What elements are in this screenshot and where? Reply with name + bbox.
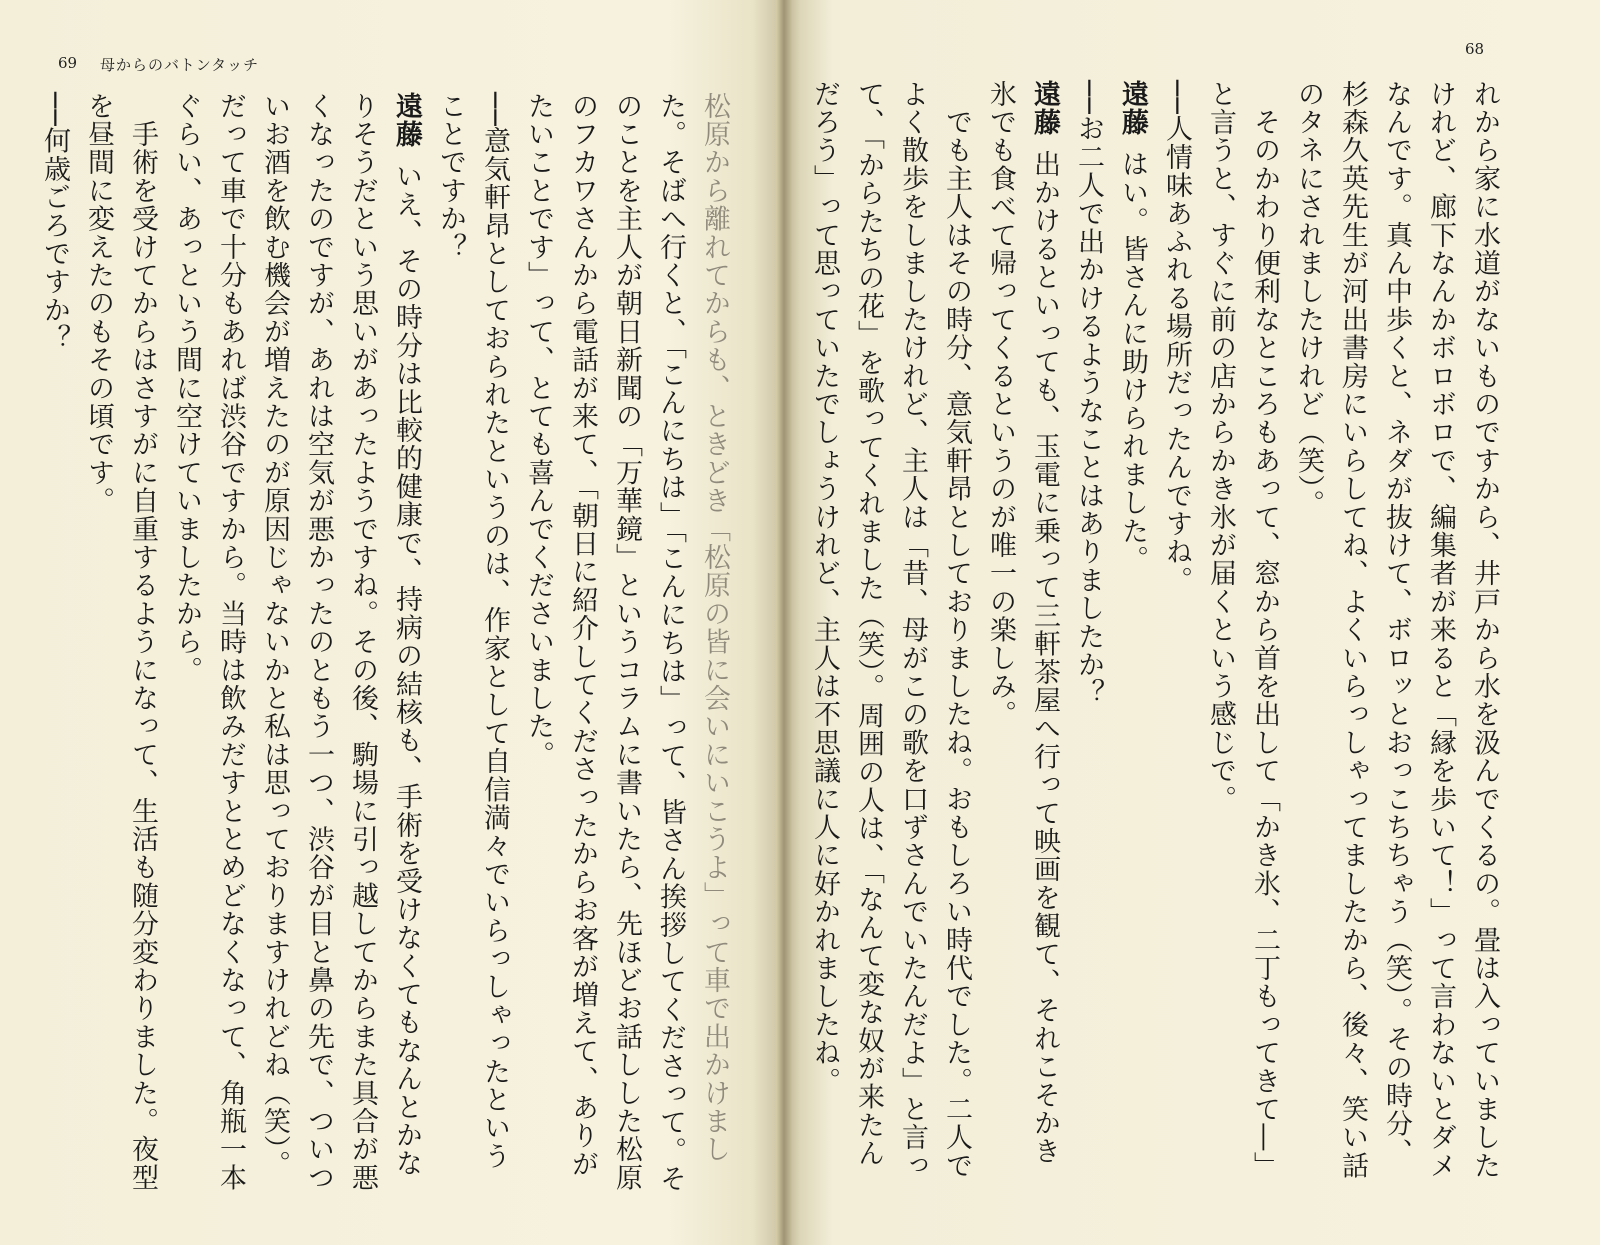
line-text: 出かけるといっても、玉電に乗って三軒茶屋へ行って映画を観て、それこそかき [1029, 150, 1060, 1166]
right-body-text [806, 80, 1506, 1200]
text-line [692, 92, 736, 1202]
running-title: 母からのバトンタッチ [100, 56, 260, 74]
line-text: いえ、その時分は比較的健康で、持病の結核も、手術を受けなくてもなんとかな [391, 162, 422, 1178]
text-line [208, 92, 252, 1202]
speaker-label: 遠藤 [1029, 80, 1060, 137]
line-text: のタネにされましたけれど（笑）。 [1293, 80, 1324, 518]
line-text: でも主人はその時分、意気軒昂としておりましたね。おもしろい時代でした。二人で [941, 80, 972, 1180]
line-text: ぐらい、あっという間に空けていましたから。 [171, 92, 202, 685]
line-text: くなったのですが、あれは空気が悪かったのともう一つ、渋谷が目と鼻の先で、ついつ [303, 92, 334, 1192]
line-text: ──何歳ごろですか？ [39, 92, 70, 353]
text-line [978, 80, 1022, 1200]
line-text: ことですか？ [435, 92, 466, 262]
line-text: 杉森久英先生が河出書房にいらしてね、よくいらっしゃってましたから、後々、笑い話 [1337, 80, 1368, 1180]
line-text: た。そばへ行くと、「こんにちは」「こんにちは」って、皆さん挨拶してくださって。そ [655, 92, 686, 1193]
line-text: けれど、廊下なんかボロボロで、編集者が来ると「縁を歩いて！」って言わないとダメ [1425, 80, 1456, 1180]
line-text: だって車で十分もあれば渋谷ですから。当時は飲みだすととめどなくなって、角瓶一本 [215, 92, 246, 1192]
line-text: ──意気軒昂としておられたというのは、作家として自信満々でいらっしゃったという [479, 92, 510, 1171]
page-number-right: 68 [1465, 40, 1485, 58]
line-text: よく散歩をしましたけれど、主人は「昔、母がこの歌を口ずさんでいたんだよ」と言っ [897, 80, 928, 1180]
text-line [890, 80, 934, 1200]
text-line [252, 92, 296, 1202]
book-gutter [776, 0, 792, 1245]
text-line [1286, 80, 1330, 1200]
line-text: て、「からたちの花」を歌ってくれました（笑）。周囲の人は、「なんて変な奴が来たん [853, 80, 884, 1168]
text-line [1374, 80, 1418, 1200]
text-line [384, 92, 428, 1202]
line-text: と言うと、すぐに前の店からかき氷が届くという感じで。 [1205, 80, 1236, 814]
right-page [784, 0, 1600, 1245]
line-text: いお酒を飲む機会が増えたのが原因じゃないかと私は思っておりますけれどね（笑）。 [259, 92, 290, 1179]
text-line [846, 80, 890, 1200]
text-line [1066, 80, 1110, 1200]
text-line [472, 92, 516, 1202]
text-line [1110, 80, 1154, 1200]
line-text: れから家に水道がないものですから、井戸から水を汲んでくるの。畳は入っていました [1469, 80, 1500, 1180]
text-line [934, 80, 978, 1200]
line-text: ──お二人で出かけるようなことはありましたか？ [1073, 80, 1104, 708]
line-text: なんです。真ん中歩くと、ネダが抜けて、ボロッとおっこちちゃう（笑）。その時分、 [1381, 80, 1412, 1167]
text-line [1022, 80, 1066, 1200]
text-line [428, 92, 472, 1202]
page-number-left: 69 [58, 54, 78, 72]
text-line [340, 92, 384, 1202]
text-line [648, 92, 692, 1202]
line-text: ──人情味あふれる場所だったんですね。 [1161, 80, 1192, 595]
text-line [164, 92, 208, 1202]
text-line [1330, 80, 1374, 1200]
text-line [1154, 80, 1198, 1200]
text-line [1462, 80, 1506, 1200]
line-text: 手術を受けてからはさすがに自重するようになって、生活も随分変わりました。夜型 [127, 92, 158, 1192]
text-line [1198, 80, 1242, 1200]
speaker-label: 遠藤 [391, 92, 422, 149]
line-text: 松原から離れてからも、ときどき「松原の皆に会いにいこうよ」って車で出かけまし [699, 92, 730, 1164]
text-line [120, 92, 164, 1202]
left-body-text [39, 92, 736, 1202]
text-line [76, 92, 120, 1202]
line-text: のフカワさんから電話が来て、「朝日に紹介してくださったからお客が増えて、ありが [567, 92, 598, 1179]
text-line [32, 92, 76, 1202]
text-line [604, 92, 648, 1202]
line-text: そのかわり便利なところもあって、窓から首を出して「かき氷、二丁もってきて―」 [1249, 80, 1280, 1180]
line-text: のことを主人が朝日新聞の「万華鏡」というコラムに書いたら、先ほどお話しした松原 [611, 92, 642, 1192]
text-line [802, 80, 846, 1200]
line-text: たいことです」って、とても喜んでくださいました。 [523, 92, 554, 769]
text-line [560, 92, 604, 1202]
text-line [1418, 80, 1462, 1200]
line-text: を昼間に変えたのもその頃です。 [83, 92, 114, 515]
text-line [516, 92, 560, 1202]
line-text: はい。皆さんに助けられました。 [1117, 150, 1148, 574]
text-line [1242, 80, 1286, 1200]
line-text: だろう」って思っていたでしょうけれど、主人は不思議に人に好かれましたね。 [809, 80, 840, 1096]
line-text: 氷でも食べて帰ってくるというのが唯一の楽しみ。 [985, 80, 1016, 729]
left-page [0, 0, 784, 1245]
line-text: りそうだという思いがあったようですね。その後、駒場に引っ越してからまた具合が悪 [347, 92, 378, 1192]
text-line [296, 92, 340, 1202]
speaker-label: 遠藤 [1117, 80, 1148, 137]
